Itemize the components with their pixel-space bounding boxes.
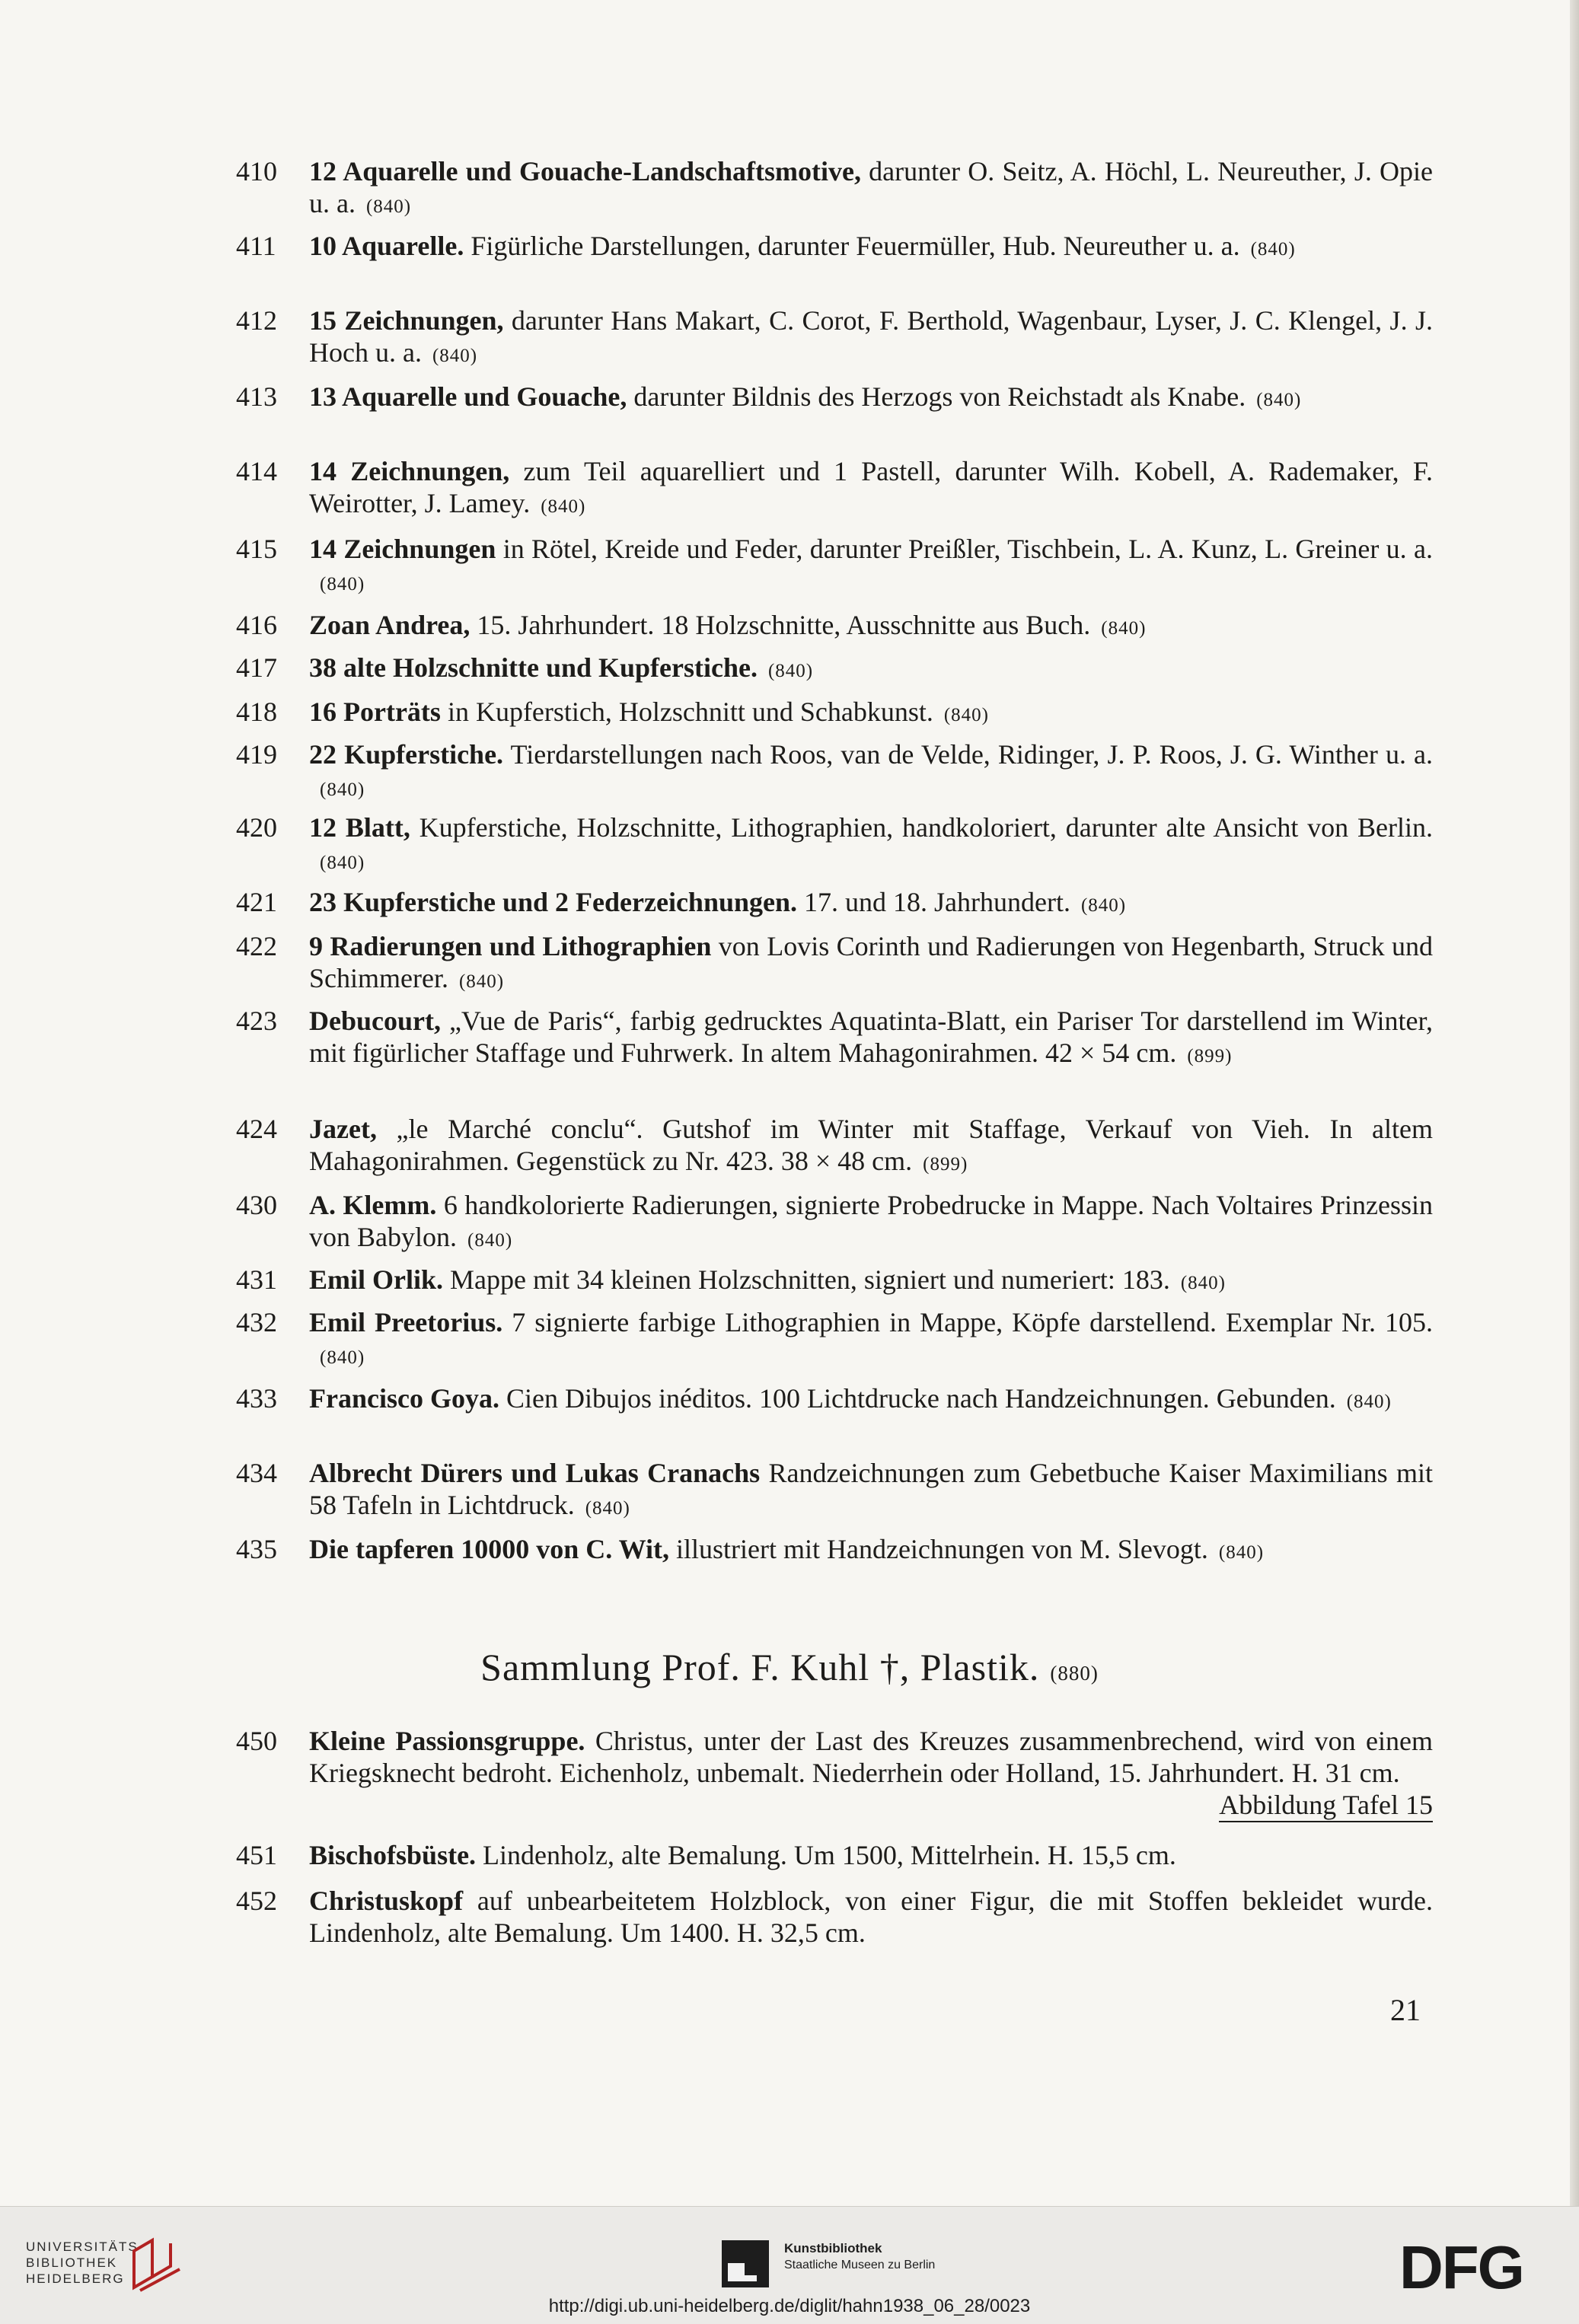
entry-code: (840) xyxy=(1218,1542,1265,1563)
entry-lead: 12 Blatt, xyxy=(309,812,410,843)
entry-text: illustriert mit Handzeichnungen von M. Slevogt. xyxy=(669,1534,1208,1564)
entry-text: 6 handkolorierte Radierungen, signierte Probedrucke in Mappe. Nach Voltaires Prinzessin von Babylon. xyxy=(309,1190,1433,1252)
entry-lead: 14 Zeichnungen xyxy=(309,534,496,564)
entry-code: (840) xyxy=(943,705,990,725)
entry-text: Christus, unter der Last des Kreuzes zusammenbrechend, wird von einem Kriegsknecht bedroht. Eichenholz, unbemalt. Niederrhein oder Holland, 15. Jahrhundert. H. 31 cm. xyxy=(309,1726,1433,1788)
section-title: Sammlung Prof. F. Kuhl †, Plastik. xyxy=(480,1646,1040,1688)
entry-number: 435 xyxy=(236,1534,277,1564)
entry-lead: Jazet, xyxy=(309,1114,377,1144)
catalog-entry xyxy=(236,1839,1433,1871)
entry-number: 410 xyxy=(236,156,277,186)
section-code: (880) xyxy=(1050,1662,1099,1685)
entry-number: 416 xyxy=(236,610,277,640)
entry-code: (840) xyxy=(320,779,365,800)
entry-lead: 12 Aquarelle und Gouache-Landschaftsmotive, xyxy=(309,156,861,186)
entry-code: (840) xyxy=(1080,895,1127,916)
entry-code: (899) xyxy=(923,1154,968,1175)
kb-title: Kunstbibliothek xyxy=(784,2241,882,2255)
entry-code: (840) xyxy=(541,496,586,517)
library-name-line: HEIDELBERG xyxy=(26,2271,125,2286)
entry-code: (840) xyxy=(467,1230,513,1251)
entry-number: 421 xyxy=(236,887,277,917)
entry-number: 419 xyxy=(236,739,277,770)
entry-lead: Debucourt, xyxy=(309,1006,441,1036)
catalog-entry xyxy=(236,1113,1433,1181)
library-name-line: UNIVERSITÄTS- xyxy=(26,2240,145,2254)
catalog-entry xyxy=(236,886,1433,922)
library-emblem-icon xyxy=(129,2234,186,2295)
catalog-entry xyxy=(236,1306,1433,1374)
catalog-entry xyxy=(236,652,1433,687)
entry-text: in Kupferstich, Holzschnitt und Schabkunst. xyxy=(440,697,933,727)
entry-lead: 9 Radierungen und Lithographien xyxy=(309,931,712,961)
entry-number: 413 xyxy=(236,381,277,412)
entry-text: „le Marché conclu“. Gutshof im Winter mit Staffage, Verkauf von Vieh. In altem Mahagonirahmen. Gegenstück zu Nr. 423. 38 × 48 cm. xyxy=(309,1114,1433,1176)
dfg-logo[interactable]: DFG xyxy=(1399,2233,1523,2301)
entry-text: Cien Dibujos inéditos. 100 Lichtdrucke nach Handzeichnungen. Gebunden. xyxy=(499,1383,1336,1414)
entry-lead: 10 Aquarelle. xyxy=(309,231,464,261)
entry-text: darunter Hans Makart, C. Corot, F. Berthold, Wagenbaur, Lyser, J. C. Klengel, J. J. Hoch u. a. xyxy=(309,305,1434,368)
catalog-entry xyxy=(236,1533,1433,1569)
entry-lead: Christuskopf xyxy=(309,1886,464,1916)
entry-lead: 23 Kupferstiche und 2 Federzeichnungen. xyxy=(309,887,798,917)
entry-code: (840) xyxy=(1346,1392,1392,1412)
catalog-entry xyxy=(236,155,1433,223)
catalog-entry xyxy=(236,381,1433,416)
entry-number: 411 xyxy=(236,231,276,261)
entry-number: 433 xyxy=(236,1383,277,1414)
entry-code: (899) xyxy=(1187,1046,1233,1066)
entry-text: 17. und 18. Jahrhundert. xyxy=(797,887,1070,917)
entry-lead: Emil Preetorius. xyxy=(309,1307,503,1337)
entry-text: in Rötel, Kreide und Feder, darunter Preißler, Tischbein, L. A. Kunz, L. Greiner u. a. xyxy=(496,534,1433,564)
page-edge xyxy=(1570,0,1579,2206)
entry-number: 432 xyxy=(236,1307,277,1337)
entry-code: (840) xyxy=(767,661,814,681)
entry-lead: 22 Kupferstiche. xyxy=(309,739,504,770)
catalog-entry xyxy=(236,1885,1433,1949)
entry-code: (840) xyxy=(365,196,412,217)
entry-text: Mappe mit 34 kleinen Holzschnitten, signiert und numeriert: 183. xyxy=(443,1264,1170,1295)
catalog-entry xyxy=(236,455,1433,523)
entry-text: darunter Bildnis des Herzogs von Reichstadt als Knabe. xyxy=(627,381,1246,412)
entry-text: Figürliche Darstellungen, darunter Feuermüller, Hub. Neureuther u. a. xyxy=(464,231,1240,261)
entry-number: 422 xyxy=(236,931,277,961)
catalog-entry xyxy=(236,811,1433,879)
entry-text: 7 signierte farbige Lithographien in Mappe, Köpfe darstellend. Exemplar Nr. 105. xyxy=(502,1307,1434,1337)
kunstbibliothek-label xyxy=(784,2240,935,2274)
entry-text: zum Teil aquarelliert und 1 Pastell, darunter Wilh. Kobell, A. Rademaker, F. Weirotter, J. Lamey. xyxy=(309,456,1433,518)
viewer-footer xyxy=(0,2206,1579,2324)
entry-lead: Die tapferen 10000 von C. Wit, xyxy=(309,1534,669,1564)
entry-lead: Emil Orlik. xyxy=(309,1264,444,1295)
entry-code: (840) xyxy=(1256,390,1302,410)
page-number: 21 xyxy=(1390,1993,1421,2027)
entry-number: 450 xyxy=(236,1726,277,1756)
catalog-entry xyxy=(236,609,1433,645)
catalog-entry xyxy=(236,738,1433,806)
entry-code: (840) xyxy=(320,574,365,595)
entry-text: Randzeichnungen zum Gebetbuche Kaiser Maximilians mit 58 Tafeln in Lichtdruck. xyxy=(309,1458,1433,1520)
entry-lead: 13 Aquarelle und Gouache, xyxy=(309,381,627,412)
entry-lead: 38 alte Holzschnitte und Kupferstiche. xyxy=(309,652,758,683)
catalog-entry xyxy=(236,930,1433,998)
entry-code: (840) xyxy=(1180,1273,1226,1293)
entry-text: von Lovis Corinth und Radierungen von Hegenbarth, Struck und Schimmerer. xyxy=(309,931,1433,993)
entry-number: 420 xyxy=(236,812,277,843)
entry-code: (840) xyxy=(320,1347,365,1368)
entry-lead: Zoan Andrea, xyxy=(309,610,471,640)
entry-code: (840) xyxy=(458,971,505,992)
entry-number: 430 xyxy=(236,1190,277,1220)
section-heading xyxy=(0,1644,1579,1696)
catalog-entry xyxy=(236,304,1433,372)
kb-subtitle: Staatliche Museen zu Berlin xyxy=(784,2259,936,2271)
entry-number: 412 xyxy=(236,305,277,336)
entry-lead: A. Klemm. xyxy=(309,1190,437,1220)
catalog-entry xyxy=(236,1264,1433,1299)
catalog-entry xyxy=(236,533,1433,601)
catalog-entry xyxy=(236,1005,1433,1073)
university-library-logo[interactable] xyxy=(26,2239,144,2287)
catalog-entry xyxy=(236,1725,1433,1822)
entry-text: 15. Jahrhundert. 18 Holzschnitte, Ausschnitte aus Buch. xyxy=(470,610,1091,640)
entry-lead: Francisco Goya. xyxy=(309,1383,499,1414)
entry-lead: Albrecht Dürers und Lukas Cranachs xyxy=(309,1458,761,1488)
entry-code: (840) xyxy=(1101,618,1147,639)
entry-lead: 15 Zeichnungen, xyxy=(309,305,504,336)
kunstbibliothek-logo-icon[interactable] xyxy=(722,2240,769,2287)
entry-text: Tierdarstellungen nach Roos, van de Velde, Ridinger, J. P. Roos, J. G. Winther u. a. xyxy=(503,739,1434,770)
entry-text: Lindenholz, alte Bemalung. Um 1500, Mittelrhein. H. 15,5 cm. xyxy=(476,1840,1176,1870)
catalog-entry xyxy=(236,1189,1433,1257)
entry-number: 424 xyxy=(236,1114,277,1144)
entry-number: 423 xyxy=(236,1006,277,1036)
entry-lead: 14 Zeichnungen, xyxy=(309,456,510,486)
entry-lead: Bischofsbüste. xyxy=(309,1840,477,1870)
entry-code: (840) xyxy=(585,1498,630,1519)
entry-number: 434 xyxy=(236,1458,277,1488)
catalog-entry xyxy=(236,696,1433,732)
catalog-entry xyxy=(236,1382,1433,1418)
entry-number: 418 xyxy=(236,697,277,727)
entry-text: auf unbearbeitetem Holzblock, von einer Figur, die mit Stoffen bekleidet wurde. Lindenholz, alte Bemalung. Um 1400. H. 32,5 cm. xyxy=(309,1886,1433,1948)
entry-text: darunter O. Seitz, A. Höchl, L. Neureuther, J. Opie u. a. xyxy=(309,156,1433,218)
entry-number: 451 xyxy=(236,1840,277,1870)
entry-code: (840) xyxy=(320,853,365,873)
library-name-line: BIBLIOTHEK xyxy=(26,2255,118,2270)
entry-number: 417 xyxy=(236,652,277,683)
catalog-entry xyxy=(236,230,1433,266)
catalog-entry xyxy=(236,1457,1433,1525)
entry-number: 415 xyxy=(236,534,277,564)
entry-text: Kupferstiche, Holzschnitte, Lithographien, handkoloriert, darunter alte Ansicht von Berlin. xyxy=(410,812,1433,843)
entry-number: 431 xyxy=(236,1264,277,1295)
entry-text: „Vue de Paris“, farbig gedrucktes Aquatinta-Blatt, ein Pariser Tor darstellend im Winter, mit figürlicher Staffage und Fuhrwerk. In altem Mahagonirahmen. 42 × 54 cm. xyxy=(309,1006,1433,1068)
permalink-url[interactable]: http://digi.ub.uni-heidelberg.de/diglit/hahn1938_06_28/0023 xyxy=(548,2296,1031,2316)
entry-code: (840) xyxy=(1250,239,1296,260)
entry-code: (840) xyxy=(432,346,478,366)
entry-number: 414 xyxy=(236,456,277,486)
entry-lead: 16 Porträts xyxy=(309,697,441,727)
plate-reference: Abbildung Tafel 15 xyxy=(1219,1789,1433,1822)
entry-lead: Kleine Passionsgruppe. xyxy=(309,1726,585,1756)
entry-number: 452 xyxy=(236,1886,277,1916)
